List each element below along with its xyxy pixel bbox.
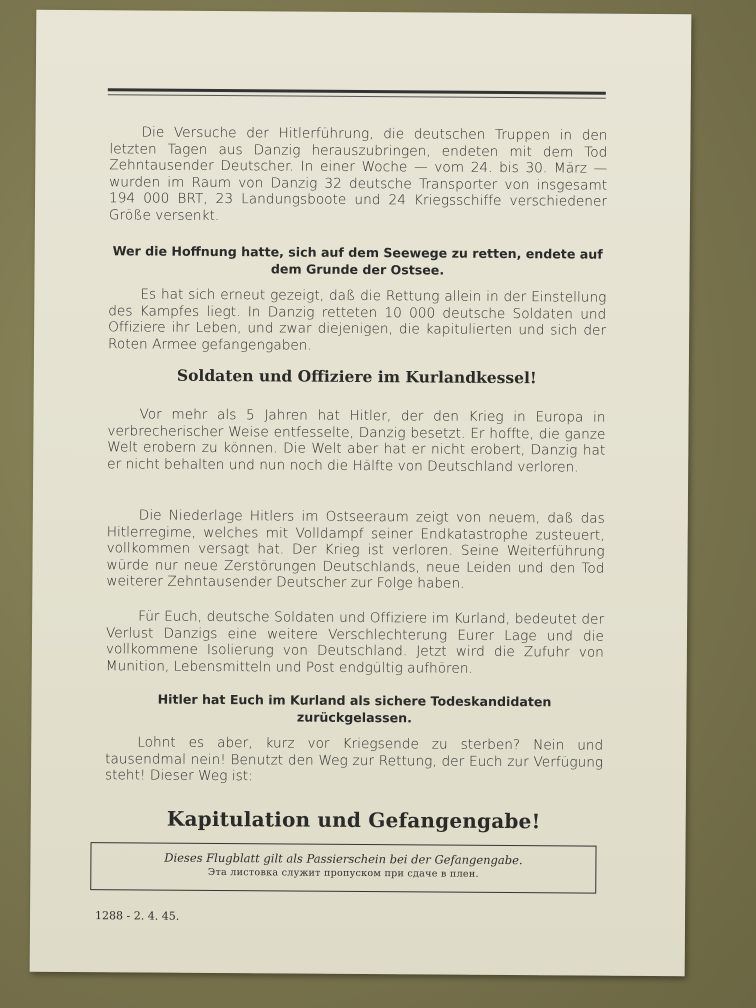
- heading-kurland: Soldaten und Offiziere im Kurlandkessel!: [176, 365, 537, 388]
- bold-note-todeskandidaten: Hitler hat Euch im Kurland als sichere Todeskandidaten zurückgelassen.: [157, 691, 552, 726]
- paragraph-rescue: Es hat sich erneut gezeigt, daß die Rettung allein in der Einstellung des Kampfes liegt. In Danzig retteten 10 000 deutsche Soldaten und Offiziere ihr Leben, und zwar diejenigen, die kapitulierten und sich der Roten Armee gefangengaben.: [107, 286, 607, 354]
- pass-text-russian: Эта листовка служит пропуском при сдаче в плен.: [207, 866, 479, 880]
- leaflet-page: [30, 10, 692, 977]
- passierschein-box: [90, 842, 596, 894]
- paragraph-kurland-isolation: Für Euch, deutsche Soldaten und Offiziere im Kurland, bedeutet der Verlust Danzigs eine weitere Verschlechterung Eurer Lage und die vollkommene Isolierung von Deutschland. Jetzt wird die Zufuhr von Munition, Lebensmitteln und Post endgültig aufhören.: [105, 608, 605, 677]
- paragraph-lohnt-es: Lohnt es aber, kurz vor Kriegsende zu sterben? Nein und tausendmal nein! Benutzt den Weg zur Rettung, der Euch zur Verfügung steht! Dieser Weg ist:: [104, 734, 604, 785]
- paragraph-danzig-losses: Die Versuche der Hitlerführung, die deutschen Truppen in den letzten Tagen aus Danzig herauszubringen, endeten mit dem Tod Zehntausender Deutscher. In einer Woche — vom 24. bis 30. März — wurden im Raum von Danzig 32 deutsche Transporter von insgesamt 194 000 BRT, 23 Landungsboote und 24 Kriegsschiffe verschiedener Größe versenkt.: [108, 124, 608, 224]
- bold-note-seaway: Wer die Hoffnung hatte, sich auf dem Seewege zu retten, endete auf dem Grunde der Ostsee.: [112, 243, 603, 278]
- heading-kapitulation: Kapitulation und Gefangengabe!: [166, 806, 541, 834]
- print-code: 1288 - 2. 4. 45.: [94, 909, 180, 923]
- pass-text-german: Dieses Flugblatt gilt als Passierschein bei der Gefangengabe.: [164, 850, 523, 868]
- paragraph-defeat: Die Niederlage Hitlers im Ostseeraum zeigt von neuem, daß das Hitlerregime, welches mit Volldampf seiner Endkatastrophe zusteuert, vollkommen versagt hat. Der Krieg ist verloren. Seine Weiterführung würde nur neue Zerstörungen Deutschlands, neue Leiden und den Tod weiterer Zehntausender Deutscher zur Folge haben.: [106, 507, 605, 593]
- top-double-rule: [108, 88, 606, 94]
- paragraph-hitler-danzig: Vor mehr als 5 Jahren hat Hitler, der den Krieg in Europa in verbrecherischer Weise entfesselte, Danzig besetzt. Er hoffte, die ganze Welt erobern zu können. Die Welt aber hat er nicht erobert, Danzig hat er nicht behalten und nun noch die Hälfte von Deutschland verloren.: [107, 406, 606, 476]
